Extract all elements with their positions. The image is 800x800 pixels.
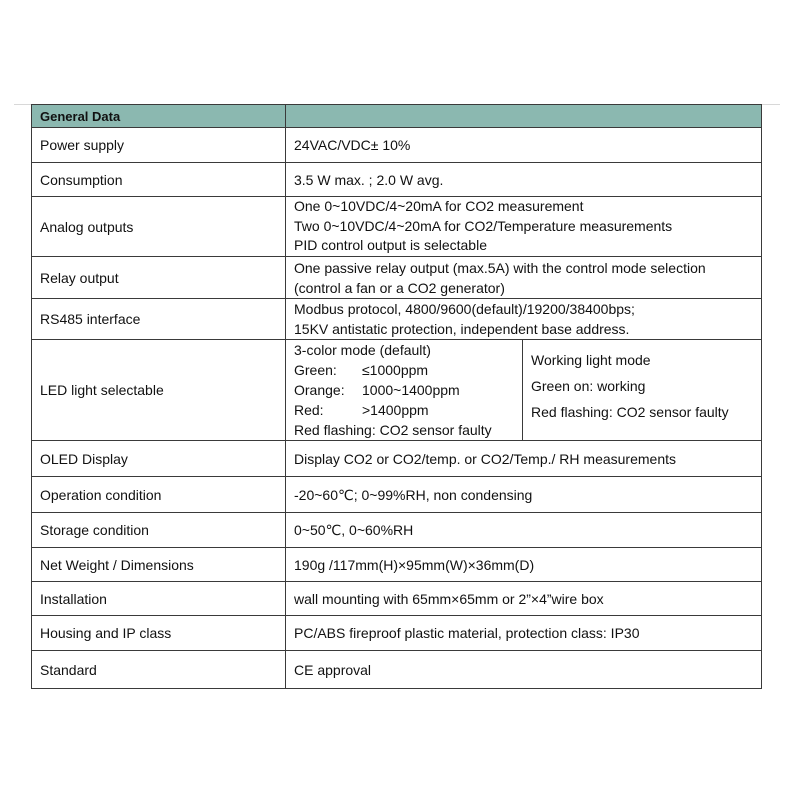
row-value	[286, 197, 762, 257]
value-line: Green on: working	[531, 378, 646, 394]
header-empty-cell	[286, 105, 762, 128]
table-row	[32, 616, 762, 651]
row-value	[286, 299, 762, 340]
value-line: 15KV antistatic protection, independent base address.	[294, 321, 630, 337]
value-line: Red flashing: CO2 sensor faulty	[294, 422, 492, 438]
row-label: Housing and IP class	[32, 616, 286, 651]
row-value	[286, 163, 762, 197]
row-value	[286, 616, 762, 651]
value-line: 190g /117mm(H)×95mm(W)×36mm(D)	[294, 556, 535, 573]
row-label: Standard	[32, 651, 286, 689]
table-row	[32, 163, 762, 197]
value-line: One passive relay output (max.5A) with the control mode selection	[294, 259, 706, 276]
row-value	[286, 582, 762, 616]
row-label: Installation	[32, 582, 286, 616]
row-label: Net Weight / Dimensions	[32, 548, 286, 582]
row-value	[286, 651, 762, 689]
value-line	[294, 400, 522, 420]
table-row	[32, 441, 762, 477]
row-value	[286, 441, 762, 477]
spec-table	[31, 104, 762, 689]
value-line: PC/ABS fireproof plastic material, protection class: IP30	[294, 625, 640, 641]
value-line: 3.5 W max. ; 2.0 W avg.	[294, 171, 444, 188]
row-value	[286, 548, 762, 582]
table-row	[32, 548, 762, 582]
value-line: Modbus protocol, 4800/9600(default)/19200/38400bps;	[294, 301, 635, 317]
value-line: 24VAC/VDC± 10%	[294, 137, 411, 153]
table-row	[32, 340, 762, 441]
row-label: Storage condition	[32, 513, 286, 548]
row-value	[286, 257, 762, 299]
color-key: Orange:	[294, 382, 345, 398]
table-row	[32, 477, 762, 513]
row-label: Consumption	[32, 163, 286, 197]
table-row	[32, 128, 762, 163]
value-line: 3-color mode (default)	[294, 342, 431, 358]
row-label: Relay output	[32, 257, 286, 299]
header-cell: General Data	[32, 105, 286, 128]
led-3color-cell	[286, 340, 523, 440]
value-line: Red flashing: CO2 sensor faulty	[531, 404, 729, 420]
table-row	[32, 582, 762, 616]
value-line: Display CO2 or CO2/temp. or CO2/Temp./ RH measurements	[294, 450, 677, 467]
table-row	[32, 197, 762, 257]
led-subtable	[286, 340, 761, 440]
value-line: Working light mode	[531, 352, 651, 368]
table-row	[32, 651, 762, 689]
value-line: CE approval	[294, 661, 372, 678]
row-label: Operation condition	[32, 477, 286, 513]
row-value	[286, 340, 762, 441]
table-row	[32, 257, 762, 299]
value-line	[294, 360, 522, 380]
value-line: wall mounting with 65mm×65mm or 2”×4”wire box	[294, 590, 604, 607]
value-line	[294, 380, 522, 400]
row-label: RS485 interface	[32, 299, 286, 340]
table-header-row	[32, 105, 762, 128]
color-value: ≤1000ppm	[362, 362, 429, 378]
row-value	[286, 513, 762, 548]
led-working-cell	[523, 340, 762, 440]
color-value: 1000~1400ppm	[362, 382, 460, 398]
value-line: (control a fan or a CO2 generator)	[294, 279, 505, 296]
value-line: One 0~10VDC/4~20mA for CO2 measurement	[294, 198, 584, 215]
color-key: Red:	[294, 402, 324, 418]
value-line: Two 0~10VDC/4~20mA for CO2/Temperature measurements	[294, 217, 673, 234]
value-line: -20~60℃; 0~99%RH, non condensing	[294, 486, 533, 503]
row-value	[286, 128, 762, 163]
color-key: Green:	[294, 362, 337, 378]
row-label: LED light selectable	[32, 340, 286, 441]
table-row	[32, 299, 762, 340]
table-row	[32, 513, 762, 548]
value-line: PID control output is selectable	[294, 237, 487, 254]
value-line: 0~50℃, 0~60%RH	[294, 522, 414, 538]
row-label: Power supply	[32, 128, 286, 163]
row-value	[286, 477, 762, 513]
color-value: >1400ppm	[362, 402, 429, 418]
row-label: OLED Display	[32, 441, 286, 477]
row-label: Analog outputs	[32, 197, 286, 257]
